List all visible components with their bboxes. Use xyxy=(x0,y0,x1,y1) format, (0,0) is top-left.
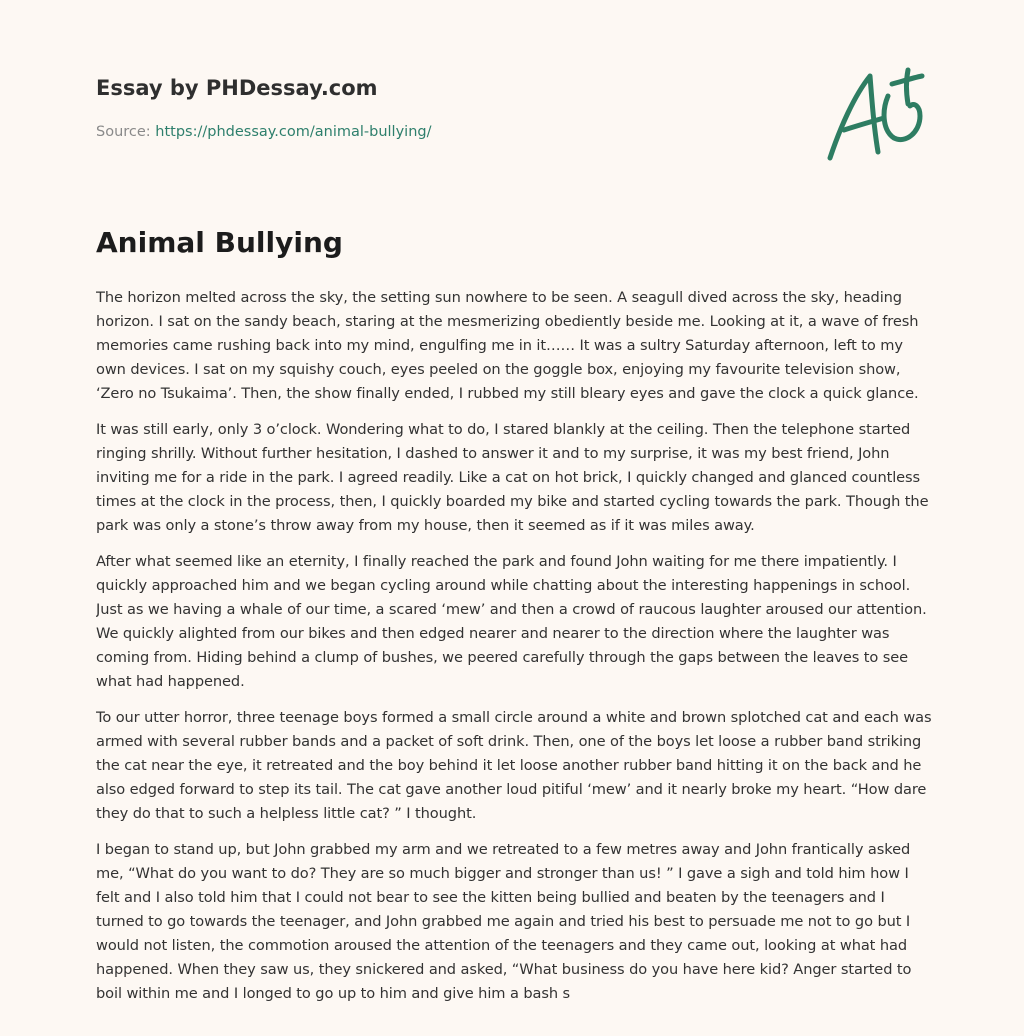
source-label: Source: xyxy=(96,124,156,140)
source-line xyxy=(96,124,431,140)
a-plus-grade-icon xyxy=(822,66,930,164)
essay-paragraph: To our utter horror, three teenage boys formed a small circle around a white and brown splotched cat and each was armed with several rubber bands and a packet of soft drink. Then, one of the boys let loose a rubber band striking the cat near the eye, it retreated and the boy behind it let loose another rubber band hitting it on the back and he also edged forward to step its tail. The cat gave another loud pitiful ‘mew’ and it nearly broke my heart. “How dare they do that to such a helpless little cat? ” I thought. xyxy=(96,709,932,822)
essay-title: Animal Bullying xyxy=(96,226,343,259)
source-link[interactable]: https://phdessay.com/animal-bullying/ xyxy=(155,124,432,140)
essay-paragraph: It was still early, only 3 o’clock. Wondering what to do, I stared blankly at the ceiling. Then the telephone started ringing shrilly. Without further hesitation, I dashed to answer it and to my surprise, it was my best friend, John inviting me for a ride in the park. I agreed readily. Like a cat on hot brick, I quickly changed and glanced countless times at the clock in the process, then, I quickly boarded my bike and started cycling towards the park. Though the park was only a stone’s throw away from my house, then it seemed as if it was miles away. xyxy=(96,421,929,534)
essay-body xyxy=(96,286,932,1024)
essay-paragraph: After what seemed like an eternity, I finally reached the park and found John waiting for me there impatiently. I quickly approached him and we began cycling around while chatting about the interesting happenings in school. Just as we having a whale of our time, a scared ‘mew’ and then a crowd of raucous laughter aroused our attention. We quickly alighted from our bikes and then edged nearer and nearer to the direction where the laughter was coming from. Hiding behind a clump of bushes, we peered carefully through the gaps between the leaves to see what had happened. xyxy=(96,553,927,690)
essay-paragraph: I began to stand up, but John grabbed my arm and we retreated to a few metres away and John frantically asked me, “What do you want to do? They are so much bigger and stronger than us! ” I gave a sigh and told him how I felt and I also told him that I could not bear to see the kitten being bullied and beaten by the teenagers and I turned to go towards the teenager, and John grabbed me again and tried his best to persuade me not to go but I would not listen, the commotion aroused the attention of the teenagers and they came out, looking at what had happened. When they saw us, they snickered and asked, “What business do you have here kid? Anger started to boil within me and I longed to go up to him and give him a bash s xyxy=(96,841,912,1002)
essay-paragraph: The horizon melted across the sky, the setting sun nowhere to be seen. A seagull dived across the sky, heading horizon. I sat on the sandy beach, staring at the mesmerizing obediently beside me. Looking at it, a wave of fresh memories came rushing back into my mind, engulfing me in it…… It was a sultry Saturday afternoon, left to my own devices. I sat on my squishy couch, eyes peeled on the goggle box, enjoying my favourite television show, ‘Zero no Tsukaima’. Then, the show finally ended, I rubbed my still bleary eyes and gave the clock a quick glance. xyxy=(96,289,919,402)
site-title: Essay by PHDessay.com xyxy=(96,76,378,100)
